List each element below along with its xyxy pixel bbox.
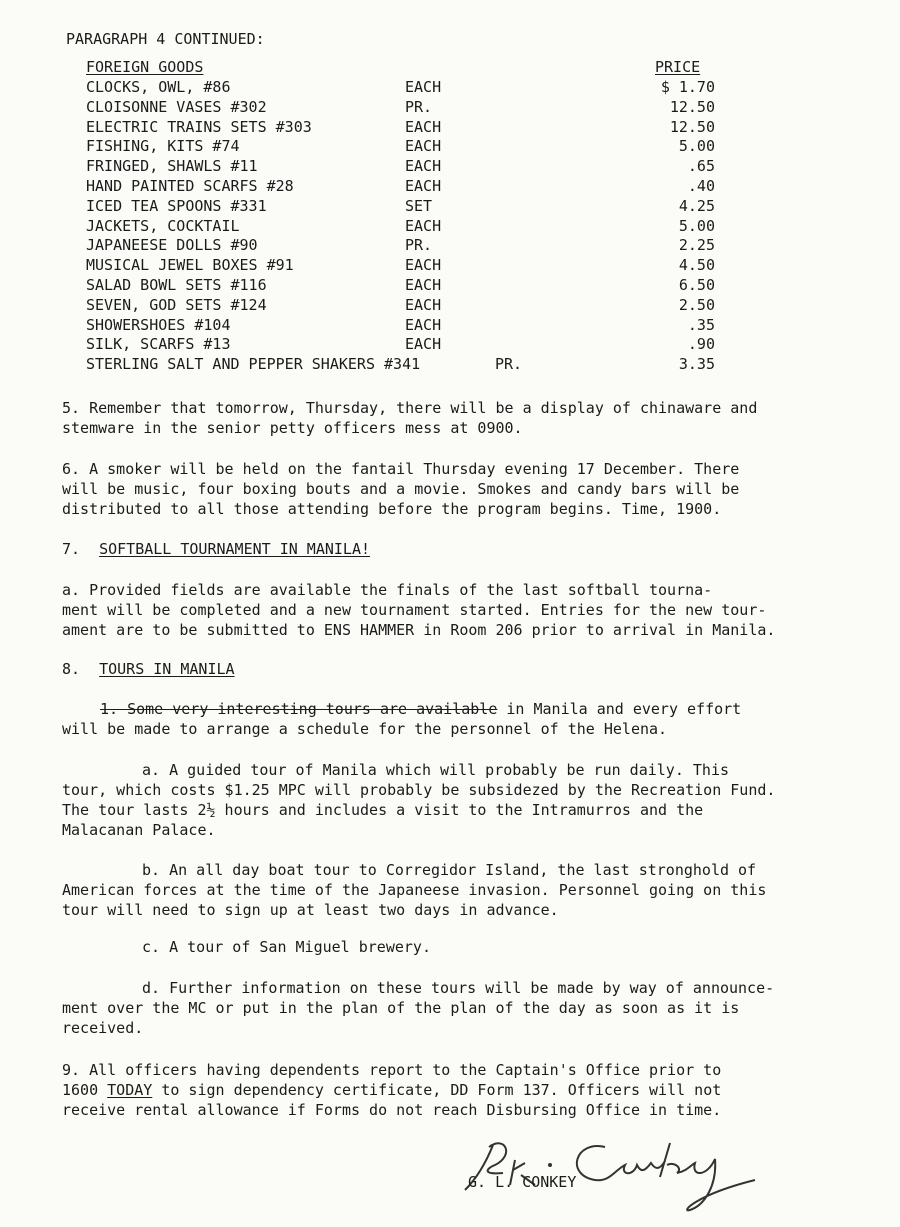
paragraph-9-time: 1600	[62, 1081, 108, 1099]
goods-item-unit: EACH	[405, 256, 442, 275]
goods-item-name: FISHING, KITS #74	[86, 137, 240, 156]
paragraph-6: 6. A smoker will be held on the fantail Thursday evening 17 December. There will be music, four boxing bouts and a movie. Smokes and candy bars will be distributed to all those attending before the program begins. Time, 1900.	[62, 460, 740, 518]
goods-item-name: FRINGED, SHAWLS #11	[86, 157, 258, 176]
paragraph-8-1-line2: will be made to arrange a schedule for the personnel of the Helena.	[62, 720, 668, 738]
goods-item-unit: EACH	[405, 295, 442, 314]
goods-item-price: .35	[687, 315, 715, 334]
goods-item-name: SHOWERSHOES #104	[86, 315, 231, 334]
paragraph-8-1-struck-text: 1. Some very interesting tours are available	[100, 700, 498, 718]
goods-item-name: JAPANEESE DOLLS #90	[86, 236, 258, 255]
goods-item-price: 4.25	[678, 196, 715, 215]
goods-item-unit: EACH	[405, 335, 442, 354]
paragraph-7-heading	[62, 540, 370, 558]
paragraph-9-line2	[62, 1081, 721, 1099]
goods-item-price: .90	[687, 335, 715, 354]
goods-item-unit: EACH	[405, 157, 442, 176]
paragraph-9-line2-text: to sign dependency certificate, DD Form 137. Officers will not	[152, 1081, 722, 1099]
paragraph-8a: a. A guided tour of Manila which will probably be run daily. This tour, which costs $1.25 MPC will probably be subsidezed by the Recreation Fund. The tour lasts 2½ hours and includes a visit to the Intramurros and the Malacanan Palace.	[62, 761, 776, 839]
paragraph-8c: c. A tour of San Miguel brewery.	[142, 938, 431, 956]
paragraph-9-today: TODAY	[107, 1081, 153, 1099]
goods-item-price: 3.35	[678, 355, 715, 374]
goods-item-name: JACKETS, COCKTAIL	[86, 216, 240, 235]
goods-item-price: 5.00	[678, 137, 715, 156]
goods-item-unit: PR.	[405, 236, 433, 255]
goods-item-name: STERLING SALT AND PEPPER SHAKERS #341	[86, 355, 421, 374]
goods-item-price: 12.50	[669, 117, 715, 136]
goods-item-price: 12.50	[669, 97, 715, 116]
goods-item-name: ELECTRIC TRAINS SETS #303	[86, 117, 312, 136]
goods-item-price: 4.50	[678, 256, 715, 275]
signature-typed-name: G. L. CONKEY	[468, 1173, 577, 1191]
paragraph-7a: a. Provided fields are available the finals of the last softball tourna- ment will be completed and a new tournament started. Entries for the new tour- ament are to be submitted to ENS HAMMER in Room 206 prior to arrival in Manila.	[62, 581, 776, 639]
paragraph-8-heading	[62, 660, 235, 678]
goods-item-price: .40	[687, 177, 715, 195]
paragraph-5: 5. Remember that tomorrow, Thursday, there will be a display of chinaware and stemware in the senior petty officers mess at 0900.	[62, 399, 758, 437]
goods-item-unit: EACH	[405, 177, 442, 195]
goods-item-unit: PR.	[495, 355, 523, 374]
goods-item-unit: EACH	[405, 315, 442, 334]
goods-item-unit: EACH	[405, 78, 442, 96]
goods-item-name: HAND PAINTED SCARFS #28	[86, 177, 294, 195]
column-header-price: PRICE	[655, 58, 701, 76]
paragraph-9-line3: receive rental allowance if Forms do not reach Disbursing Office in time.	[62, 1101, 722, 1119]
goods-item-price: 6.50	[678, 276, 715, 294]
paragraph-9-line1: 9. All officers having dependents report to the Captain's Office prior to	[62, 1061, 722, 1079]
goods-item-unit: SET	[405, 196, 433, 215]
column-header-foreign-goods: FOREIGN GOODS	[86, 58, 204, 76]
goods-item-price: 5.00	[678, 216, 715, 235]
goods-item-unit: EACH	[405, 216, 442, 235]
paragraph-7-number: 7.	[62, 540, 81, 558]
paragraph-8-1	[100, 700, 741, 718]
goods-item-unit: EACH	[405, 117, 442, 136]
paragraph-8-title: TOURS IN MANILA	[99, 660, 235, 678]
goods-item-name: CLOCKS, OWL, #86	[86, 78, 231, 96]
goods-item-name: CLOISONNE VASES #302	[86, 97, 267, 116]
paragraph-7-title: SOFTBALL TOURNAMENT IN MANILA!	[99, 540, 371, 558]
paragraph-8b: b. An all day boat tour to Corregidor Island, the last stronghold of American forces at the time of the Japaneese invasion. Personnel going on this tour will need to sign up at least two days in advance.	[62, 861, 767, 919]
goods-item-name: SEVEN, GOD SETS #124	[86, 295, 267, 314]
goods-item-price: 2.50	[678, 295, 715, 314]
goods-item-name: ICED TEA SPOONS #331	[86, 196, 267, 215]
goods-item-price: .65	[687, 157, 715, 176]
paragraph-8-1-text: in Manila and every effort	[497, 700, 742, 718]
goods-item-unit: PR.	[405, 97, 433, 116]
paragraph-8-number: 8.	[62, 660, 81, 678]
goods-item-price: 2.25	[678, 236, 715, 255]
goods-item-unit: EACH	[405, 276, 442, 294]
paragraph-header: PARAGRAPH 4 CONTINUED:	[66, 30, 265, 48]
goods-item-name: SILK, SCARFS #13	[86, 335, 231, 354]
goods-item-unit: EACH	[405, 137, 442, 156]
signature-handwritten	[455, 1125, 775, 1215]
goods-item-name: SALAD BOWL SETS #116	[86, 276, 267, 294]
goods-item-name: MUSICAL JEWEL BOXES #91	[86, 256, 294, 275]
paragraph-8d: d. Further information on these tours will be made by way of announce- ment over the MC or put in the plan of the plan of the day as soon as it is received.	[62, 979, 775, 1037]
goods-item-price: $ 1.70	[660, 78, 715, 96]
